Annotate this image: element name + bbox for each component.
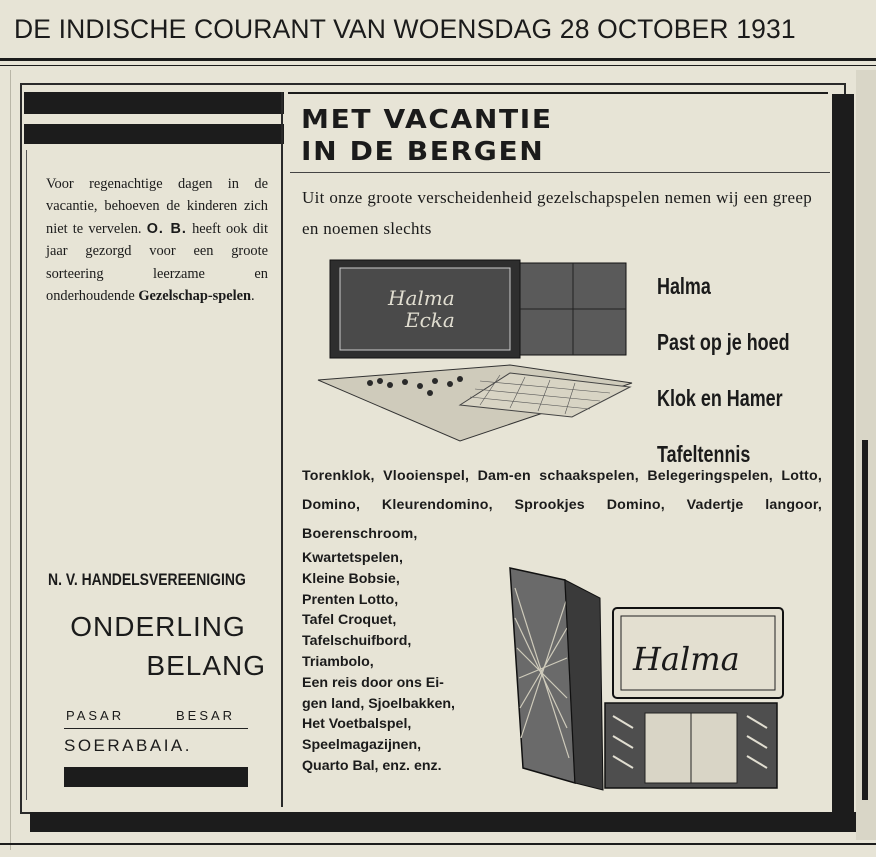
address-underline	[64, 728, 248, 729]
featured-game: Halma	[657, 273, 711, 299]
left-bottom-bar	[64, 767, 248, 787]
list-item: Kleine Bobsie,	[302, 570, 400, 587]
address-left: PASAR	[66, 708, 125, 723]
list-item: Speelmagazijnen,	[302, 737, 422, 754]
box-label-3: Halma	[633, 640, 740, 678]
ad-bottom-bar	[30, 812, 856, 832]
headline	[301, 104, 690, 168]
left-text-part-2: heeft ook dit jaar gezorgd voor een groote sorteering leerzame en onderhoudende	[46, 220, 268, 305]
left-edge-column	[0, 70, 11, 850]
list-item: Tafelschuifbord,	[302, 633, 412, 650]
box-label-1: Halma	[388, 286, 455, 310]
featured-game: Klok en Hamer	[657, 385, 783, 411]
masthead: DE INDISCHE COURANT VAN WOENSDAG 28 OCTOBER 1931	[14, 14, 796, 44]
masthead-rule	[0, 58, 876, 61]
list-item: Triambolo,	[302, 653, 374, 670]
list-item: Kwartetspelen,	[302, 550, 403, 566]
left-text-part-1: Voor regenachtige dagen in de vacantie, behoeven de kinderen zich niet te vervelen.	[46, 176, 268, 237]
left-top-bar	[24, 92, 284, 114]
list-item: gen land, Sjoelbakken,	[302, 695, 455, 712]
list-item: Tafel Croquet,	[302, 612, 397, 629]
company-line: N. V. HANDELSVEREENIGING	[48, 570, 246, 589]
game-box-illustration	[310, 255, 645, 455]
list-item: Prenten Lotto,	[302, 591, 399, 608]
games-wide-text: Torenklok, Vlooienspel, Dam-en schaakspelen, Belegeringspelen, Lotto, Domino, Kleurendomino, Sprookjes Domino, Vadertje langoor, Boerenschroom,	[302, 468, 822, 542]
featured-game: Past op je hoed	[657, 329, 790, 355]
city: SOERABAIA.	[64, 736, 192, 755]
gezelschapspelen-word: Gezelschap-spelen	[138, 288, 252, 305]
list-item: Een reis door ons Ei-	[302, 674, 444, 691]
headline-line-1: MET VACANTIE	[301, 105, 553, 135]
company-name-2: BELANG	[146, 650, 266, 681]
left-top-bar-2	[24, 124, 284, 144]
address-right: BESAR	[176, 708, 236, 723]
halma-set-illustration	[505, 558, 790, 798]
ad-right-bar	[832, 94, 854, 814]
company-name-1: ONDERLING	[70, 611, 246, 642]
left-column-inner-line	[26, 150, 27, 800]
box-label-2: Ecka	[405, 308, 455, 332]
bottom-rule	[0, 843, 876, 845]
featured-games	[657, 258, 790, 482]
masthead-rule-thin	[0, 65, 876, 66]
list-item: Quarto Bal, enz. enz.	[302, 757, 442, 774]
headline-underline	[290, 172, 830, 173]
main-top-rule	[288, 92, 828, 94]
games-list	[302, 548, 502, 777]
intro-text: Uit onze groote verscheidenheid gezelschapspelen nemen wij een greep en noemen slechts	[302, 188, 812, 238]
list-item: Het Voetbalspel,	[302, 716, 412, 733]
left-text-end: .	[251, 288, 255, 305]
featured-game: Tafeltennis	[657, 441, 751, 467]
left-column-text	[46, 173, 268, 307]
ob-abbrev: O. B.	[146, 220, 187, 237]
left-column-divider	[281, 92, 283, 807]
right-edge-rule	[862, 440, 868, 800]
headline-line-2: IN DE BERGEN	[301, 137, 545, 167]
